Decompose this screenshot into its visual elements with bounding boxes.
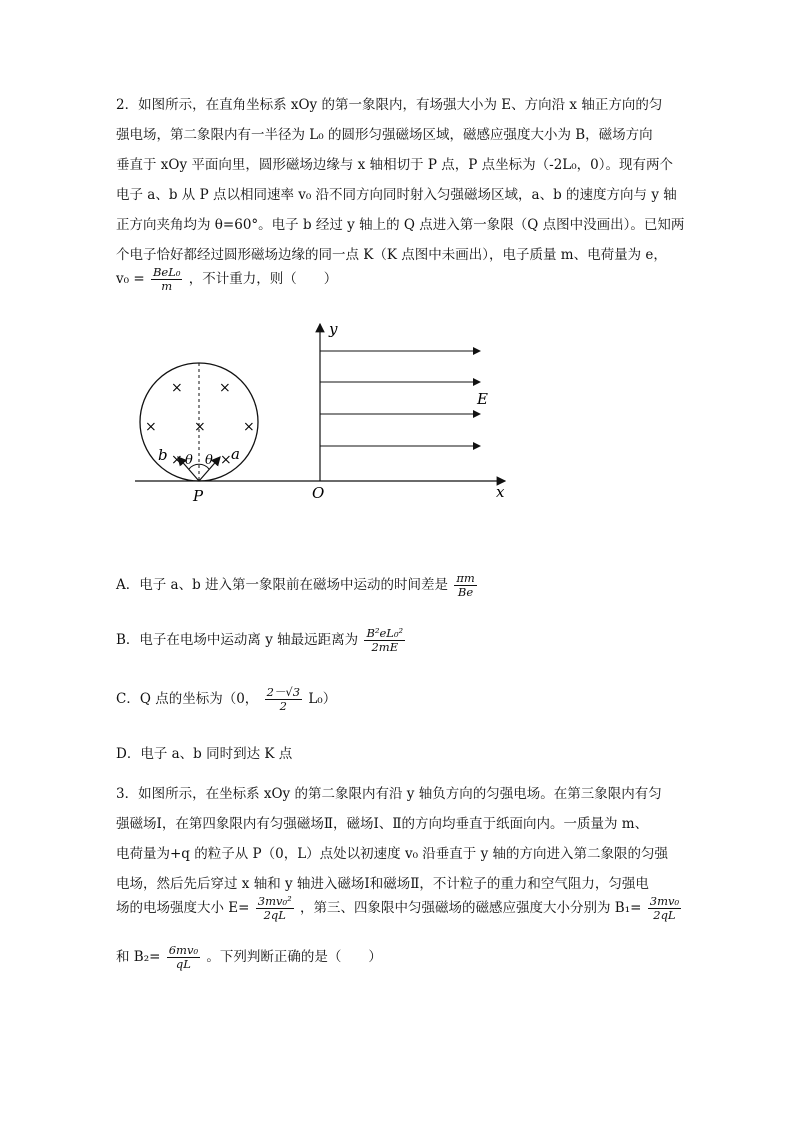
b1-denominator: 2qL <box>653 908 676 922</box>
option-d[interactable] <box>116 742 292 762</box>
b2-numerator: 6mv₀ <box>168 943 199 957</box>
cross-mark: × <box>145 419 157 435</box>
v0-suffix: ，不计重力，则（ ） <box>188 271 338 287</box>
v0-prefix: v₀ = <box>116 271 145 287</box>
theta-right-label: θ <box>205 453 213 468</box>
q2-line-7 <box>116 266 337 293</box>
q2-line-5: 正方向夹角均为 θ=60°。电子 b 经过 y 轴上的 Q 点进入第一象限（Q 点图中没画出）。已知两 <box>116 217 685 233</box>
q2-figure <box>130 316 530 506</box>
q2-line-2: 强电场，第二象限内有一半径为 L₀ 的圆形匀强磁场区域，磁感应强度大小为 B，磁场方向 <box>116 127 653 143</box>
option-a-numerator: πm <box>456 571 475 585</box>
option-b[interactable] <box>116 627 407 654</box>
option-b-denominator: 2mE <box>371 640 399 654</box>
e-denominator: 2qL <box>263 908 286 922</box>
q2-line-4: 电子 a、b 从 P 点以相同速率 v₀ 沿不同方向同时射入匀强磁场区域，a、b 的速度方向与 y 轴 <box>116 187 677 203</box>
b1-fraction <box>648 895 681 922</box>
q3-line-3: 电荷量为+q 的粒子从 P（0，L）点处以初速度 v₀ 沿垂直于 y 轴的方向进入第二象限的匀强 <box>116 846 669 862</box>
v0-fraction <box>151 266 183 293</box>
b2-fraction <box>167 944 200 971</box>
option-a-fraction <box>454 572 476 599</box>
q3-line-6-b: 。下列判断正确的是（ ） <box>206 949 382 965</box>
q3-line-6-a: 和 B₂= <box>116 949 161 965</box>
option-b-text: B．电子在电场中运动离 y 轴最远距离为 <box>116 632 359 648</box>
cross-mark: × <box>219 380 231 396</box>
option-c-numerator: 2－√3 <box>266 685 301 699</box>
electron-b-label: b <box>158 446 168 464</box>
field-e-label: E <box>477 390 488 408</box>
option-c-tail: L₀） <box>308 691 337 707</box>
option-a[interactable] <box>116 572 479 599</box>
cross-mark: × <box>171 380 183 396</box>
q2-line-3: 垂直于 xOy 平面向里，圆形磁场边缘与 x 轴相切于 P 点，P 点坐标为（-2L₀，0）。现有两个 <box>116 157 673 173</box>
option-b-fraction <box>364 627 405 654</box>
v0-denominator: m <box>161 279 173 293</box>
v0-numerator: BeL₀ <box>152 265 181 279</box>
x-axis-label: x <box>496 483 505 501</box>
b1-numerator: 3mv₀ <box>649 894 680 908</box>
option-b-numerator: B²eL₀² <box>366 626 404 640</box>
cross-mark: × <box>220 452 232 468</box>
point-p-label: P <box>193 487 204 505</box>
q3-line-1: 3．如图所示，在坐标系 xOy 的第二象限内有沿 y 轴负方向的匀强电场。在第三象限内有匀 <box>116 786 662 802</box>
q3-line-5 <box>116 895 683 922</box>
y-axis-label: y <box>329 320 338 338</box>
b2-denominator: qL <box>175 957 191 971</box>
electron-a-label: a <box>231 445 240 463</box>
e-numerator: 3mv₀² <box>257 894 292 908</box>
option-a-text: A．电子 a、b 进入第一象限前在磁场中运动的时间差是 <box>116 577 449 593</box>
q3-line-2: 强磁场Ⅰ，在第四象限内有匀强磁场Ⅱ，磁场Ⅰ、Ⅱ的方向均垂直于纸面向内。一质量为 m、 <box>116 816 649 832</box>
e-fraction <box>256 895 294 922</box>
cross-mark: × <box>243 419 255 435</box>
option-c-denominator: 2 <box>279 699 287 713</box>
option-c[interactable] <box>116 686 336 713</box>
cross-mark: × <box>171 452 183 468</box>
q3-line-5-b: ，第三、四象限中匀强磁场的磁感应强度大小分别为 B₁= <box>300 900 642 916</box>
option-c-text: C．Q 点的坐标为（0， <box>116 691 259 707</box>
option-a-denominator: Be <box>457 585 474 599</box>
option-c-fraction <box>265 686 302 713</box>
theta-left-label: θ <box>185 453 193 468</box>
cross-mark: × <box>194 419 206 435</box>
origin-label: O <box>312 484 325 502</box>
q2-line-6: 个电子恰好都经过圆形磁场边缘的同一点 K（K 点图中未画出），电子质量 m、电荷量为 e， <box>116 247 667 263</box>
option-d-text: D．电子 a、b 同时到达 K 点 <box>116 746 293 762</box>
q3-line-4: 电场，然后先后穿过 x 轴和 y 轴进入磁场Ⅰ和磁场Ⅱ，不计粒子的重力和空气阻力，匀强电 <box>116 876 649 892</box>
q3-line-6 <box>116 944 382 971</box>
q2-line-1: 2．如图所示，在直角坐标系 xOy 的第一象限内，有场强大小为 E、方向沿 x 轴正方向的匀 <box>116 97 663 113</box>
q3-line-5-a: 场的电场强度大小 E= <box>116 900 250 916</box>
